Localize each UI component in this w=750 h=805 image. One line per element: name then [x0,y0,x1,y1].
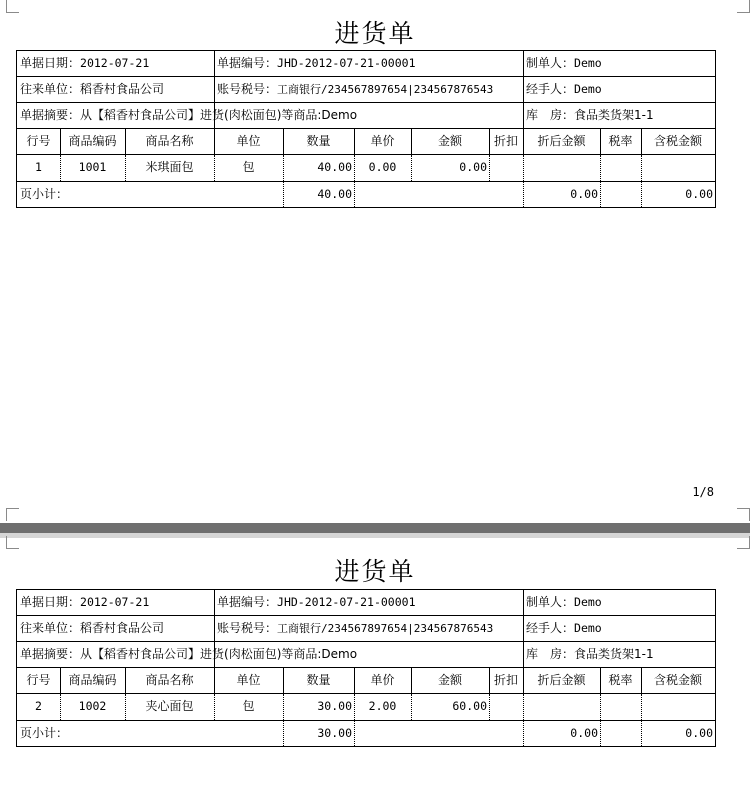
doc-date [20,51,214,75]
col-header: 单价 [370,673,395,687]
doc-account-value: 工商银行/234567897654|234567876543 [277,83,494,96]
col-header: 单位 [236,673,261,687]
doc-maker-value: Demo [574,595,602,609]
doc-number [217,51,523,75]
col-header: 数量 [306,134,331,148]
doc-maker-value: Demo [574,56,602,70]
doc-summary [20,642,523,666]
table-row-qty: 40.00 [317,160,352,174]
doc-handler-value: Demo [574,621,602,635]
print-page-2 [0,538,750,805]
col-header: 商品编码 [68,134,117,148]
doc-partner [20,77,214,101]
doc-account-value: 工商银行/234567897654|234567876543 [277,622,494,635]
table-row-price: 0.00 [368,160,397,174]
doc-handler-label: 经手人： [526,621,575,635]
table-row-amount: 0.00 [459,160,487,174]
subtotal-label: 页小计： [20,187,69,201]
subtotal-qty: 30.00 [317,726,352,740]
table-row-unit: 包 [242,699,255,713]
invoice-table [16,589,716,747]
doc-partner-label: 往来单位： [20,82,81,96]
page-number: 1/8 [692,485,714,499]
doc-summary-label: 单据摘要： [20,647,81,661]
doc-summary-value: 从【稻香村食品公司】进货(肉松面包)等商品:Demo [80,647,358,661]
col-header: 单位 [236,134,261,148]
doc-warehouse-value: 食品类货架1-1 [574,108,654,122]
table-row-name: 夹心面包 [145,699,194,713]
doc-maker [526,590,714,614]
col-header: 折扣 [493,673,518,687]
doc-date-value: 2012-07-21 [80,595,150,609]
doc-maker-label: 制单人： [526,595,575,609]
doc-date-label: 单据日期： [20,595,81,609]
doc-account-label: 账号税号： [217,621,278,635]
table-row-unit: 包 [242,160,255,174]
col-header: 金额 [437,673,462,687]
doc-partner-label: 往来单位： [20,621,81,635]
col-header: 商品名称 [145,673,194,687]
col-header: 折后金额 [537,673,586,687]
doc-handler [526,616,714,640]
doc-date [20,590,214,614]
crop-mark [6,536,19,549]
invoice-table [16,50,716,208]
col-header: 折后金额 [537,134,586,148]
doc-account-label: 账号税号： [217,82,278,96]
doc-maker [526,51,714,75]
doc-warehouse [526,103,714,127]
doc-number-value: JHD-2012-07-21-00001 [277,595,416,609]
doc-number [217,590,523,614]
col-header: 折扣 [493,134,518,148]
table-row-line: 1 [35,160,42,174]
col-header: 行号 [26,134,51,148]
subtotal-tax-amount: 0.00 [685,187,713,201]
doc-partner-value: 稻香村食品公司 [80,82,165,96]
page-separator [0,523,750,533]
col-header: 含税金额 [653,134,702,148]
col-header: 含税金额 [653,673,702,687]
table-row-price: 2.00 [368,699,397,713]
subtotal-tax-amount: 0.00 [685,726,713,740]
doc-warehouse-label: 库 房： [526,647,575,661]
crop-mark [737,536,750,549]
table-row-line: 2 [35,699,42,713]
doc-warehouse-value: 食品类货架1-1 [574,647,654,661]
crop-mark [6,508,19,521]
subtotal-after-discount: 0.00 [570,726,598,740]
subtotal-qty: 40.00 [317,187,352,201]
table-row-name: 米琪面包 [145,160,194,174]
doc-date-label: 单据日期： [20,56,81,70]
doc-warehouse [526,642,714,666]
col-header: 行号 [26,673,51,687]
document-title: 进货单 [334,557,416,586]
col-header: 单价 [370,134,395,148]
doc-handler-label: 经手人： [526,82,575,96]
doc-handler-value: Demo [574,82,602,96]
doc-number-label: 单据编号： [217,56,278,70]
doc-number-value: JHD-2012-07-21-00001 [277,56,416,70]
doc-maker-label: 制单人： [526,56,575,70]
doc-partner-value: 稻香村食品公司 [80,621,165,635]
doc-account [217,77,523,102]
col-header: 商品名称 [145,134,194,148]
doc-warehouse-label: 库 房： [526,108,575,122]
col-header: 数量 [306,673,331,687]
crop-mark [737,508,750,521]
doc-partner [20,616,214,640]
table-row-code: 1001 [78,160,107,174]
doc-summary-value: 从【稻香村食品公司】进货(肉松面包)等商品:Demo [80,108,358,122]
document-title: 进货单 [334,19,416,48]
doc-summary-label: 单据摘要： [20,108,81,122]
table-row-qty: 30.00 [317,699,352,713]
crop-mark [6,0,19,13]
subtotal-label: 页小计： [20,726,69,740]
table-row-code: 1002 [78,699,107,713]
col-header: 税率 [608,673,633,687]
crop-mark [737,0,750,13]
col-header: 税率 [608,134,633,148]
doc-handler [526,77,714,101]
subtotal-after-discount: 0.00 [570,187,598,201]
doc-summary [20,103,523,127]
table-row-amount: 60.00 [452,699,487,713]
col-header: 商品编码 [68,673,117,687]
doc-date-value: 2012-07-21 [80,56,150,70]
doc-number-label: 单据编号： [217,595,278,609]
col-header: 金额 [437,134,462,148]
doc-account [217,616,523,641]
